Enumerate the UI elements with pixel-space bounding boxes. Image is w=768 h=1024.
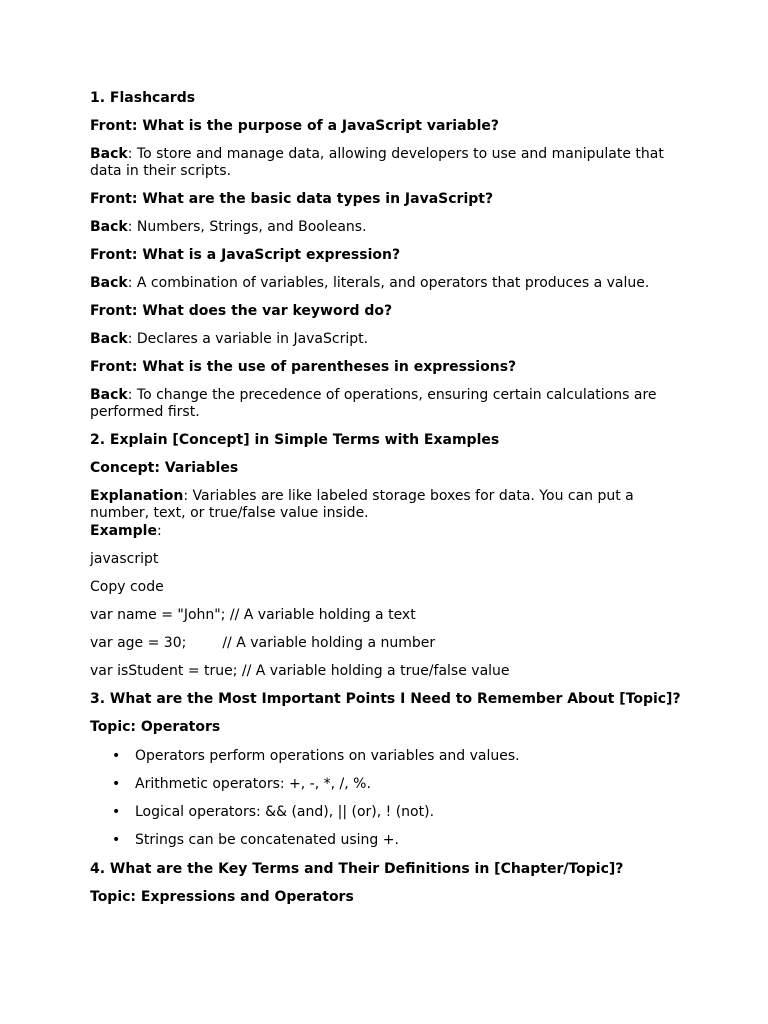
flashcard-front: Front: What does the var keyword do? (90, 303, 393, 319)
section-heading-important-points: 3. What are the Most Important Points I Need to Remember About [Topic]? (90, 691, 681, 707)
point-text: Operators perform operations on variables and values. (135, 748, 520, 764)
back-text: : Declares a variable in JavaScript. (127, 331, 369, 347)
flashcard-front: Front: What is the use of parentheses in expressions? (90, 359, 517, 375)
flashcard-front: Front: What is a JavaScript expression? (90, 247, 401, 263)
back-text: : To change the precedence of operations, ensuring certain calculations are performed first. (90, 387, 657, 420)
back-label: Back (90, 146, 128, 162)
point-text: Arithmetic operators: +, -, *, /, %. (135, 776, 371, 792)
section-heading-explain: 2. Explain [Concept] in Simple Terms with Examples (90, 432, 500, 448)
bullet-icon: • (112, 776, 121, 792)
bullet-icon: • (112, 804, 121, 820)
bullet-icon: • (112, 832, 121, 848)
list-item (90, 776, 690, 793)
code-language: javascript (90, 551, 159, 567)
back-text: : Numbers, Strings, and Booleans. (127, 219, 367, 235)
example-colon: : (156, 523, 162, 539)
document-page (90, 90, 690, 906)
concept-title: Concept: Variables (90, 460, 239, 476)
back-text: : To store and manage data, allowing developers to use and manipulate that data in their scripts. (90, 146, 664, 179)
back-label: Back (90, 387, 128, 403)
flashcard-front: Front: What is the purpose of a JavaScript variable? (90, 118, 499, 134)
flashcard-back (90, 331, 690, 348)
code-line: var isStudent = true; // A variable holding a true/false value (90, 663, 510, 679)
flashcard-back (90, 275, 690, 292)
example-line (90, 523, 690, 540)
copy-code-text: Copy code (90, 579, 164, 595)
point-text: Strings can be concatenated using +. (135, 832, 399, 848)
back-label: Back (90, 219, 128, 235)
back-label: Back (90, 275, 128, 291)
explanation-text: : Variables are like labeled storage boxes for data. You can put a number, text, or true/false value inside. (90, 488, 634, 521)
code-line: var name = "John"; // A variable holding a text (90, 607, 416, 623)
back-label: Back (90, 331, 128, 347)
explanation (90, 488, 690, 522)
example-label: Example (90, 523, 157, 539)
section-heading-flashcards: 1. Flashcards (90, 90, 196, 106)
point-text: Logical operators: && (and), || (or), ! (not). (135, 804, 435, 820)
flashcard-back (90, 387, 690, 421)
flashcard-back (90, 219, 690, 236)
points-list (90, 748, 690, 849)
code-line (90, 635, 690, 652)
explanation-label: Explanation (90, 488, 184, 504)
list-item (90, 832, 690, 849)
list-item (90, 748, 690, 765)
back-text: : A combination of variables, literals, and operators that produces a value. (127, 275, 650, 291)
flashcard-back (90, 146, 690, 180)
list-item (90, 804, 690, 821)
flashcard-front: Front: What are the basic data types in JavaScript? (90, 191, 494, 207)
code-comment: // A variable holding a number (222, 635, 436, 651)
code-statement: var age = 30; (90, 635, 187, 651)
bullet-icon: • (112, 748, 121, 764)
topic-title: Topic: Expressions and Operators (90, 889, 354, 905)
topic-title: Topic: Operators (90, 719, 221, 735)
section-heading-key-terms: 4. What are the Key Terms and Their Definitions in [Chapter/Topic]? (90, 861, 624, 877)
